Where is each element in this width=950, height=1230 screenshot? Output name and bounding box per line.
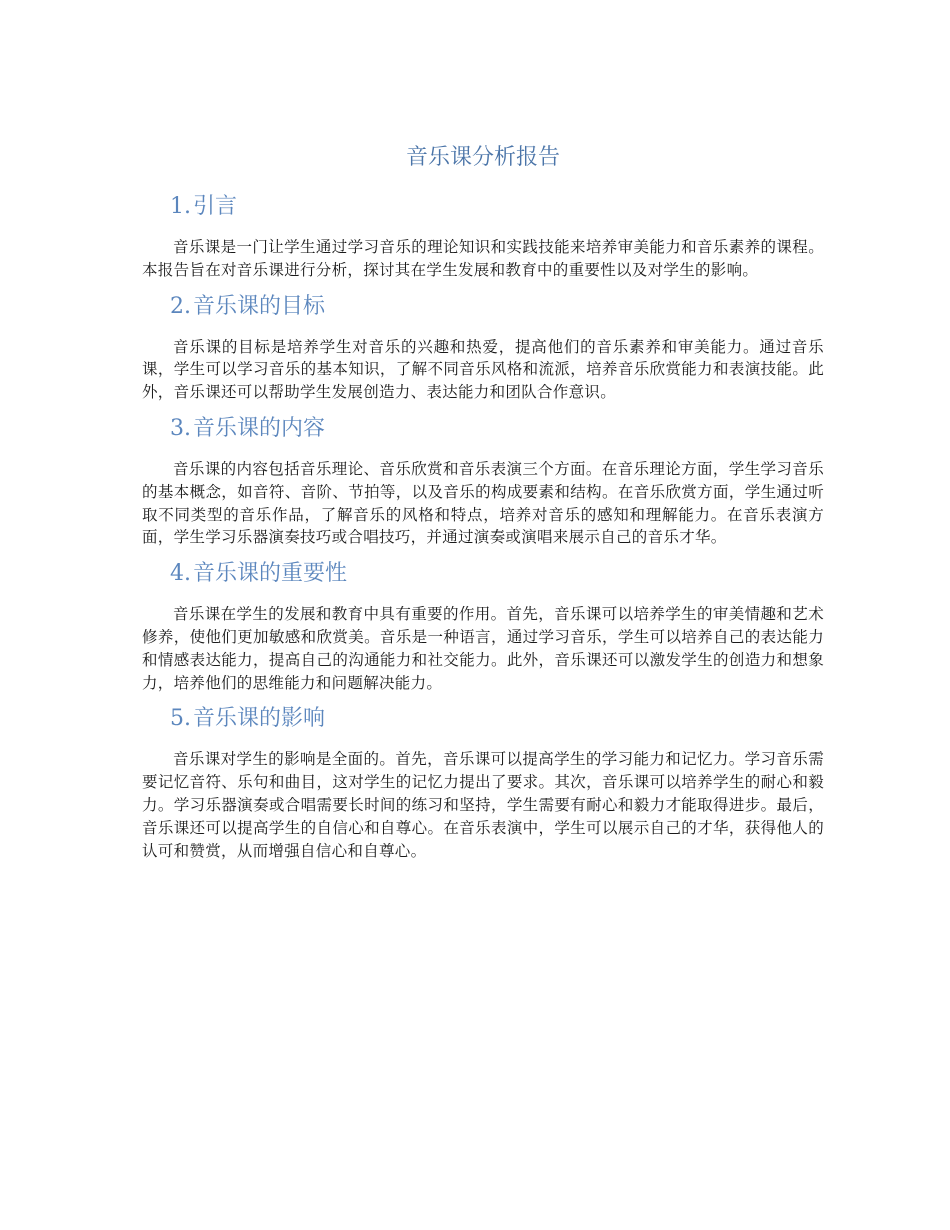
section-heading xyxy=(170,290,824,324)
section-number: 2. xyxy=(170,293,191,319)
section-heading xyxy=(170,557,824,591)
section-number: 4. xyxy=(170,561,191,587)
section-paragraph: 音乐课对学生的影响是全面的。首先，音乐课可以提高学生的学习能力和记忆力。学习音乐需要记忆音符、乐句和曲目，这对学生的记忆力提出了要求。其次，音乐课可以培养学生的耐心和毅力。学习乐器演奏或合唱需要长时间的练习和坚持，学生需要有耐心和毅力才能取得进步。最后，音乐课还可以提高学生的自信心和自尊心。在音乐表演中，学生可以展示自己的才华，获得他人的认可和赞赏，从而增强自信心和自尊心。 xyxy=(142,750,824,860)
section-impact xyxy=(142,702,824,862)
section-number: 1. xyxy=(170,194,191,219)
section-heading xyxy=(170,702,824,736)
section-introduction xyxy=(142,190,824,282)
section-paragraph: 音乐课的内容包括音乐理论、音乐欣赏和音乐表演三个方面。在音乐理论方面，学生学习音乐的基本概念，如音符、音阶、节拍等，以及音乐的构成要素和结构。在音乐欣赏方面，学生通过听取不同类型的音乐作品，了解音乐的风格和特点，培养对音乐的感知和理解能力。在音乐表演方面，学生学习乐器演奏技巧或合唱技巧，并通过演奏或演唱来展示自己的音乐才华。 xyxy=(142,459,824,547)
section-paragraph: 音乐课在学生的发展和教育中具有重要的作用。首先，音乐课可以培养学生的审美情趣和艺术修养，使他们更加敏感和欣赏美。音乐是一种语言，通过学习音乐，学生可以培养自己的表达能力和情感表达能力，提高自己的沟通能力和社交能力。此外，音乐课还可以激发学生的创造力和想象力，培养他们的思维能力和问题解决能力。 xyxy=(142,605,824,692)
section-title: 音乐课的内容 xyxy=(193,415,326,441)
section-paragraph: 音乐课的目标是培养学生对音乐的兴趣和热爱，提高他们的音乐素养和审美能力。通过音乐课，学生可以学习音乐的基本知识，了解不同音乐风格和流派，培养音乐欣赏能力和表演技能。此外，音乐课还可以帮助学生发展创造力、表达能力和团队合作意识。 xyxy=(142,337,824,402)
section-title: 引言 xyxy=(193,194,238,219)
section-goals xyxy=(142,290,824,404)
section-content xyxy=(142,412,824,549)
section-title: 音乐课的重要性 xyxy=(193,561,348,587)
section-title: 音乐课的目标 xyxy=(193,293,326,319)
section-number: 5. xyxy=(170,706,191,732)
section-importance xyxy=(142,557,824,694)
section-number: 3. xyxy=(170,415,191,441)
section-heading xyxy=(170,412,824,446)
section-paragraph: 音乐课是一门让学生通过学习音乐的理论知识和实践技能来培养审美能力和音乐素养的课程。本报告旨在对音乐课进行分析，探讨其在学生发展和教育中的重要性以及对学生的影响。 xyxy=(142,238,824,279)
section-title: 音乐课的影响 xyxy=(193,706,326,732)
section-heading xyxy=(170,190,824,224)
page-title: 音乐课分析报告 xyxy=(405,145,560,170)
